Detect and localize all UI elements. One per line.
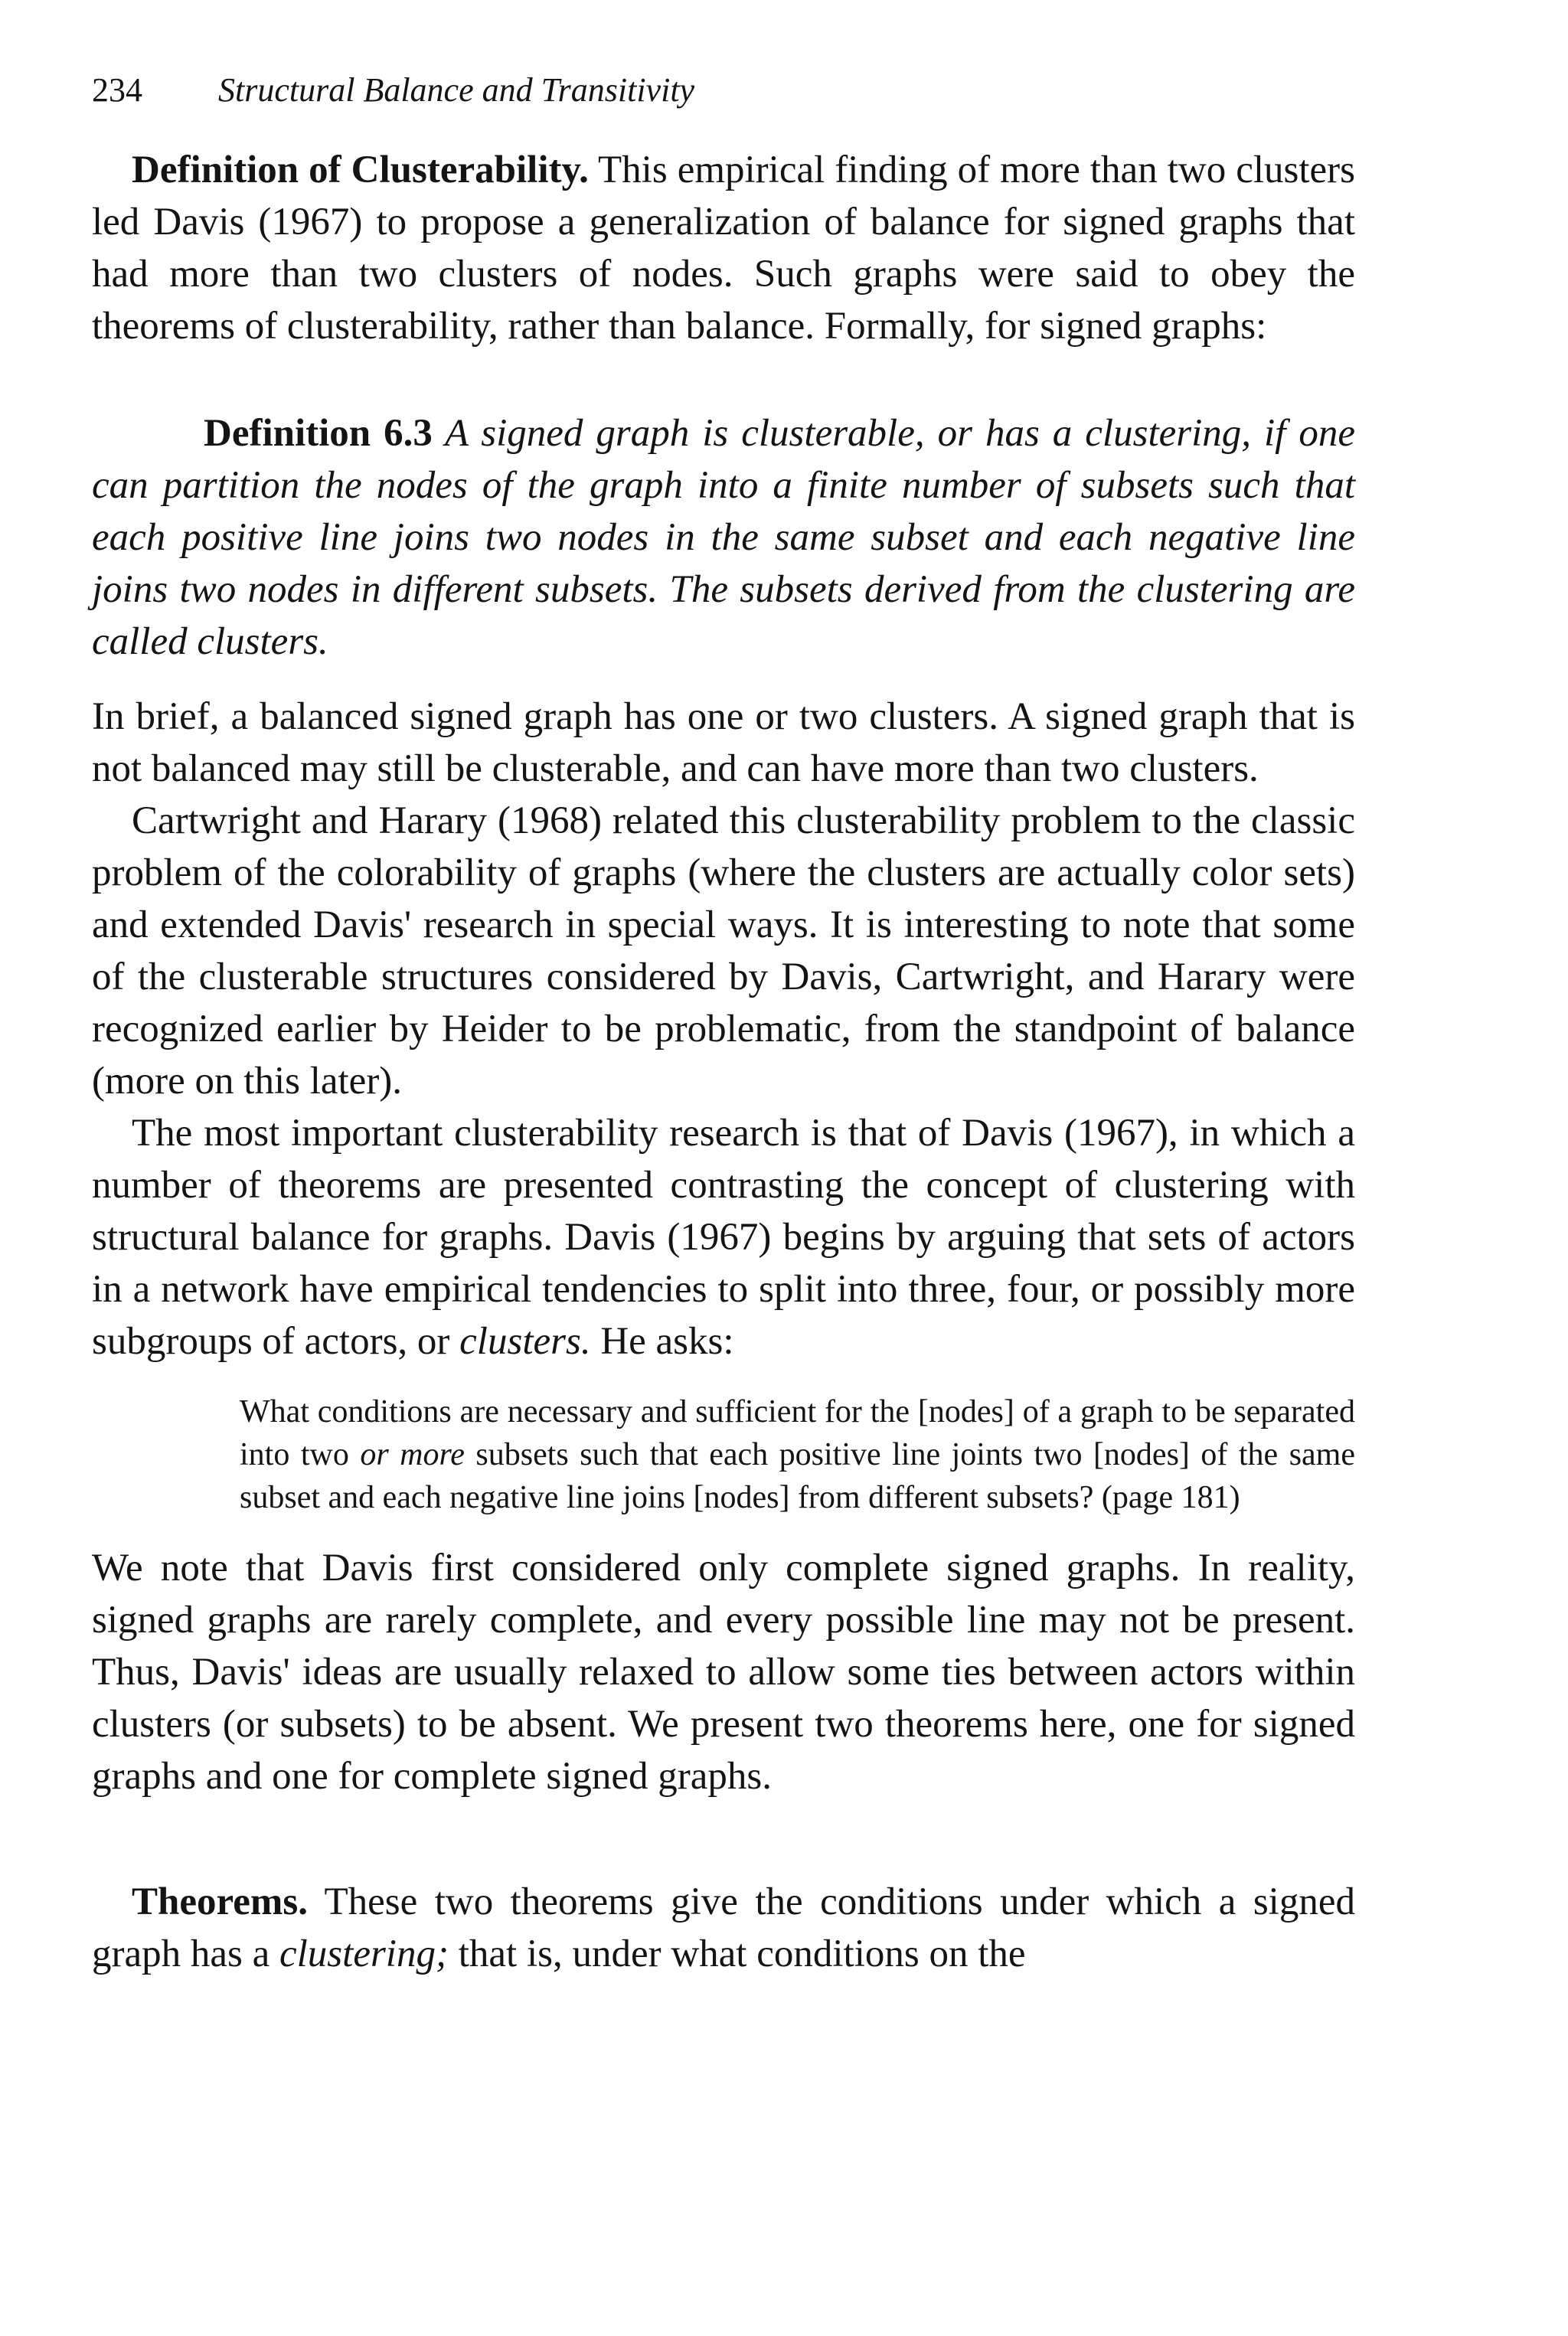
block-quote: What conditions are necessary and sufficient for the [nodes] of a graph to be separated into two or more subsets such that each positive line joints two [nodes] of the same subset and each negative line joins [nodes] from different subsets? (page 181) xyxy=(240,1394,1355,1515)
paragraph-davis-research: The most important clusterability research is that of Davis (1967), in which a number of theorems are presented contrasting the concept of clustering with structural balance for graphs. Davis (1967) begins by arguing that sets of actors in a network have empirical tendencies to split into three, four, or possibly more subgroups of actors, or clusters. He asks: xyxy=(92,1112,1355,1363)
paragraph-clusterability: Definition of Clusterability. This empirical finding of more than two clusters led Davis (1967) to propose a generalization of balance for signed graphs that had more than two clusters of nodes. Such graphs were said to obey the theorems of clusterability, rather than balance. Formally, for signed graphs: xyxy=(92,149,1355,348)
section-heading-clusterability: Definition of Clusterability. xyxy=(132,149,589,191)
paragraph-balanced-summary: In brief, a balanced signed graph has one or two clusters. A signed graph that is not balanced may still be clusterable, and can have more than two clusters. xyxy=(92,695,1355,790)
page-header xyxy=(92,67,1355,113)
running-title: Structural Balance and Transitivity xyxy=(218,71,695,109)
page-number: 234 xyxy=(92,71,142,109)
definition-text: A signed graph is clusterable, or has a clustering, if one can partition the nodes of the graph into a finite number of subsets such that each positive line joins two nodes in the same subset and each negative line joins two nodes in different subsets. The subsets derived from the clustering are called clusters. xyxy=(92,412,1355,663)
paragraph-complete-graphs: We note that Davis first considered only complete signed graphs. In reality, signed graphs are rarely complete, and every possible line may not be present. Thus, Davis' ideas are usually relaxed to allow some ties between actors within clusters (or subsets) to be absent. We present two theorems here, one for signed graphs and one for complete signed graphs. xyxy=(92,1547,1355,1798)
definition-6-3 xyxy=(92,407,1355,668)
paragraph-theorems: Theorems. These two theorems give the conditions under which a signed graph has a clustering; that is, under what conditions on the xyxy=(92,1880,1355,1975)
definition-label: Definition 6.3 xyxy=(204,412,433,455)
paragraph-cartwright-harary: Cartwright and Harary (1968) related this clusterability problem to the classic problem of the colorability of graphs (where the clusters are actually color sets) and extended Davis' research in special ways. It is interesting to note that some of the clusterable structures considered by Davis, Cartwright, and Harary were recognized earlier by Heider to be problematic, from the standpoint of balance (more on this later). xyxy=(92,799,1355,1103)
body-text xyxy=(92,144,1355,1980)
section-heading-theorems: Theorems. xyxy=(132,1880,308,1923)
book-page xyxy=(92,0,1355,2336)
